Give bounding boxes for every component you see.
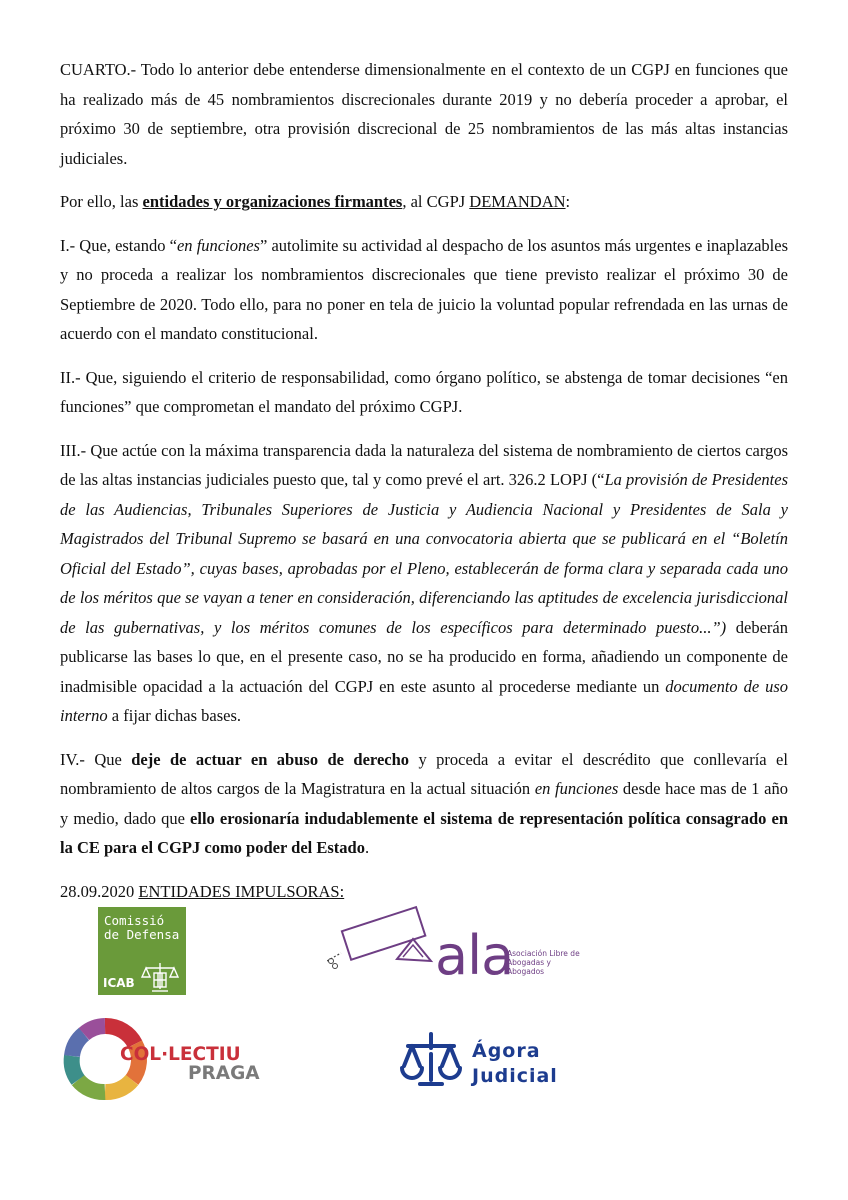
praga-logo (60, 1014, 280, 1106)
scales-emblem-icon (138, 959, 182, 995)
text: IV.- Que (60, 749, 132, 769)
emphasis: en funciones (176, 235, 260, 255)
emphasis-bold: deje de actuar en abuso de derecho (131, 749, 410, 769)
abogacia-comprometida-badge-icon (327, 905, 437, 975)
text: III.- Que actúe con la máxima transparencia dada la naturaleza del sistema de nombramiento de ciertos cargos de las altas instancias judiciales puesto que, tal y como prevé el art. 326.2 LOPJ (“ (60, 440, 788, 489)
entidades-firmantes: entidades y organizaciones firmantes (142, 192, 403, 211)
ala-logo (327, 905, 580, 995)
lopj-quote: La provisión de Presidentes de las Audiencias, Tribunales Superiores de Justicia y Audiencia Nacional y Presidentes de Sala y Magistrados del Tribunal Supremo se basará en una convocatoria abierta que se publicará en el “Boletín Oficial del Estado”, cuyas bases, aprobadas por el Pleno, establecerán de forma clara y separada cada uno de los méritos que se vayan a tener en consideración, diferenciando las aptitudes de excelencia jurisdiccional de las gubernativas, y los méritos comunes de los específicos para determinado puesto...”) (60, 470, 788, 637)
ala-wordmark: ala (435, 924, 514, 987)
paragraph-cuarto: CUARTO.- Todo lo anterior debe entenderse dimensionalmente en el contexto de un CGPJ en funciones que ha realizado más de 45 nombramientos discrecionales durante 2019 y no debería proceder a aprobar, el próximo 30 de septiembre, otra provisión discrecional de 25 nombramientos de las más altas instancias judiciales. (60, 60, 788, 168)
agora-word2: Judicial (472, 1065, 558, 1087)
entidades-impulsoras: ENTIDADES IMPULSORAS: (138, 881, 345, 901)
text: desde hace mas de 1 año y medio, dado que (60, 779, 788, 828)
text: ” autolimite su actividad al despacho de los asuntos más urgentes e inaplazables y no proceda a realizar los nombramientos discrecionales que tiene previsto realizar el próximo 30 de Septiembre de 2020. Todo ello, para no poner en tela de juicio la voluntad popular refrendada en las urnas de acuerdo con el mandato constitucional. (60, 235, 788, 343)
text: deberán publicarse las bases lo que, en el presente caso, no se ha producido en forma, añadiendo un componente de inadmisible opacidad a la actuación del CGPJ en este asunto al procederse mediante un (60, 617, 788, 696)
praga-word1: COL·LECTIU (120, 1044, 241, 1065)
date-line (60, 877, 788, 907)
praga-word2: PRAGA (188, 1063, 260, 1084)
justice-scales-icon (398, 1030, 464, 1088)
icab-line2: de Defensa (104, 927, 180, 942)
demandan: DEMANDAN (469, 192, 566, 211)
text: Por ello, las (60, 192, 143, 211)
paragraph-i (60, 231, 788, 349)
paragraph-iv (60, 745, 788, 863)
agora-word1: Ágora (472, 1040, 541, 1062)
agora-judicial-logo (398, 1030, 598, 1090)
emphasis: documento de uso interno (60, 676, 788, 725)
paragraph-iii (60, 436, 788, 731)
date: 28.09.2020 (60, 881, 135, 901)
icab-logo (98, 907, 186, 995)
text: . (364, 838, 370, 857)
paragraph-demandan (60, 187, 788, 217)
ala-subtitle: Asociación Libre de Abogadas y Abogados (507, 949, 580, 976)
paragraph-ii: II.- Que, siguiendo el criterio de responsabilidad, como órgano político, se abstenga de tomar decisiones “en funciones” que comprometan el mandato del próximo CGPJ. (60, 367, 788, 416)
emphasis-bold: ello erosionaría indudablemente el sistema de representación política consagrado en la CE para el CGPJ como poder del Estado (60, 808, 788, 857)
emphasis: en funciones (534, 779, 619, 798)
text: y proceda a evitar el descrédito que conllevaría el nombramiento de altos cargos de la Magistratura en la actual situación (60, 749, 788, 798)
text: , al CGPJ (402, 192, 470, 211)
text: I.- Que, estando “ (60, 235, 177, 255)
text: a fijar dichas bases. (107, 706, 241, 725)
text: : (565, 192, 571, 211)
document-body (60, 55, 788, 906)
icab-line3: ICAB (103, 976, 135, 990)
icab-line1: Comissió (104, 913, 165, 928)
